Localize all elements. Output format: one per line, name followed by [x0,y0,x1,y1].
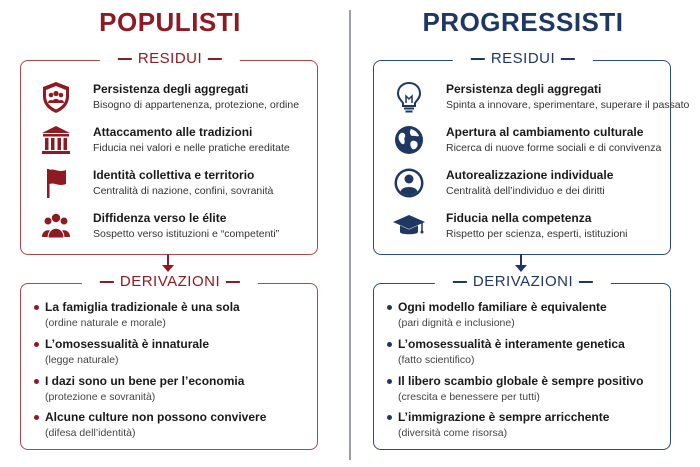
residui-subtitle: Centralità di nazione, confini, sovranità [93,185,274,197]
residui-item [21,164,317,204]
residui-subtitle: Fiducia nei valori e nelle pratiche ereditate [93,142,290,154]
populisti-residui-box [20,60,318,255]
derivazioni-item [384,299,664,333]
residui-title: Apertura al cambiamento culturale [446,125,644,139]
residui-title: Identità collettiva e territorio [93,168,255,182]
residui-subtitle: Rispetto per scienza, esperti, istituzioni [446,228,628,240]
derivazioni-item [31,299,311,333]
group-people-icon [39,209,73,243]
progressisti-residui-box [373,60,690,255]
residui-item [21,121,317,161]
derivazioni-item [384,409,664,443]
shield-people-icon [39,80,73,114]
residui-label: RESIDUI [453,50,593,67]
residui-title: Autorealizzazione individuale [446,168,614,182]
residui-title: Diffidenza verso le élite [93,211,227,225]
derivazioni-label: DERIVAZIONI [435,273,611,290]
derivazioni-item [31,409,311,443]
derivazioni-subtitle: (legge naturale) [45,354,119,366]
derivazioni-subtitle: (ordine naturale e morale) [45,317,166,329]
residui-label: RESIDUI [100,50,240,67]
derivazioni-title: Ogni modello familiare è equivalente [398,300,607,314]
progressisti-derivazioni-box [373,283,671,450]
populisti-title: POPULISTI [99,7,241,37]
residui-title: Persistenza degli aggregati [93,82,249,96]
derivazioni-title: L’omosessualità è innaturale [45,337,210,351]
residui-subtitle: Ricerca di nuove forme sociali e di convivenza [446,142,662,154]
residui-item [21,78,317,118]
derivazioni-item [31,373,311,407]
derivazioni-title: La famiglia tradizionale è una sola [45,300,240,314]
flag-icon [39,166,73,200]
derivazioni-title: L’omosessualità è interamente genetica [398,337,625,351]
residui-subtitle: Sospetto verso istituzioni e “competenti” [93,228,280,240]
derivazioni-subtitle: (crescita e benessere per tutti) [398,391,540,403]
center-divider [349,10,351,460]
residui-title: Attaccamento alle tradizioni [93,125,253,139]
derivazioni-subtitle: (diversità come risorsa) [398,427,508,439]
residui-item [374,121,670,161]
residui-item [374,164,670,204]
residui-subtitle: Bisogno di appartenenza, protezione, ordine [93,99,300,111]
person-circle-icon [392,166,426,200]
populisti-derivazioni-box [20,283,318,450]
residui-title: Fiducia nella competenza [446,211,592,225]
residui-item [374,78,690,118]
lightbulb-icon [392,80,426,114]
graduation-cap-icon [392,209,426,243]
residui-item [21,207,317,247]
progressisti-title: PROGRESSISTI [422,7,624,37]
derivazioni-title: Il libero scambio globale è sempre positivo [398,374,644,388]
derivazioni-title: L’immigrazione è sempre arricchente [398,410,610,424]
derivazioni-title: I dazi sono un bene per l’economia [45,374,245,388]
derivazioni-subtitle: (fatto scientifico) [398,354,475,366]
down-arrow-icon [167,254,169,270]
classical-building-icon [39,123,73,157]
derivazioni-subtitle: (difesa dell’identità) [45,427,136,439]
down-arrow-icon [520,254,522,270]
derivazioni-title: Alcune culture non possono convivere [45,410,267,424]
globe-icon [392,123,426,157]
derivazioni-subtitle: (protezione e sovranità) [45,391,156,403]
residui-subtitle: Centralità dell’individuo e dei diritti [446,185,605,197]
residui-item [374,207,670,247]
derivazioni-subtitle: (pari dignità e inclusione) [398,317,515,329]
derivazioni-item [384,373,664,407]
derivazioni-item [31,336,311,370]
derivazioni-label: DERIVAZIONI [82,273,258,290]
derivazioni-item [384,336,664,370]
residui-title: Persistenza degli aggregati [446,82,602,96]
residui-subtitle: Spinta a innovare, sperimentare, superare il passato [446,99,690,111]
